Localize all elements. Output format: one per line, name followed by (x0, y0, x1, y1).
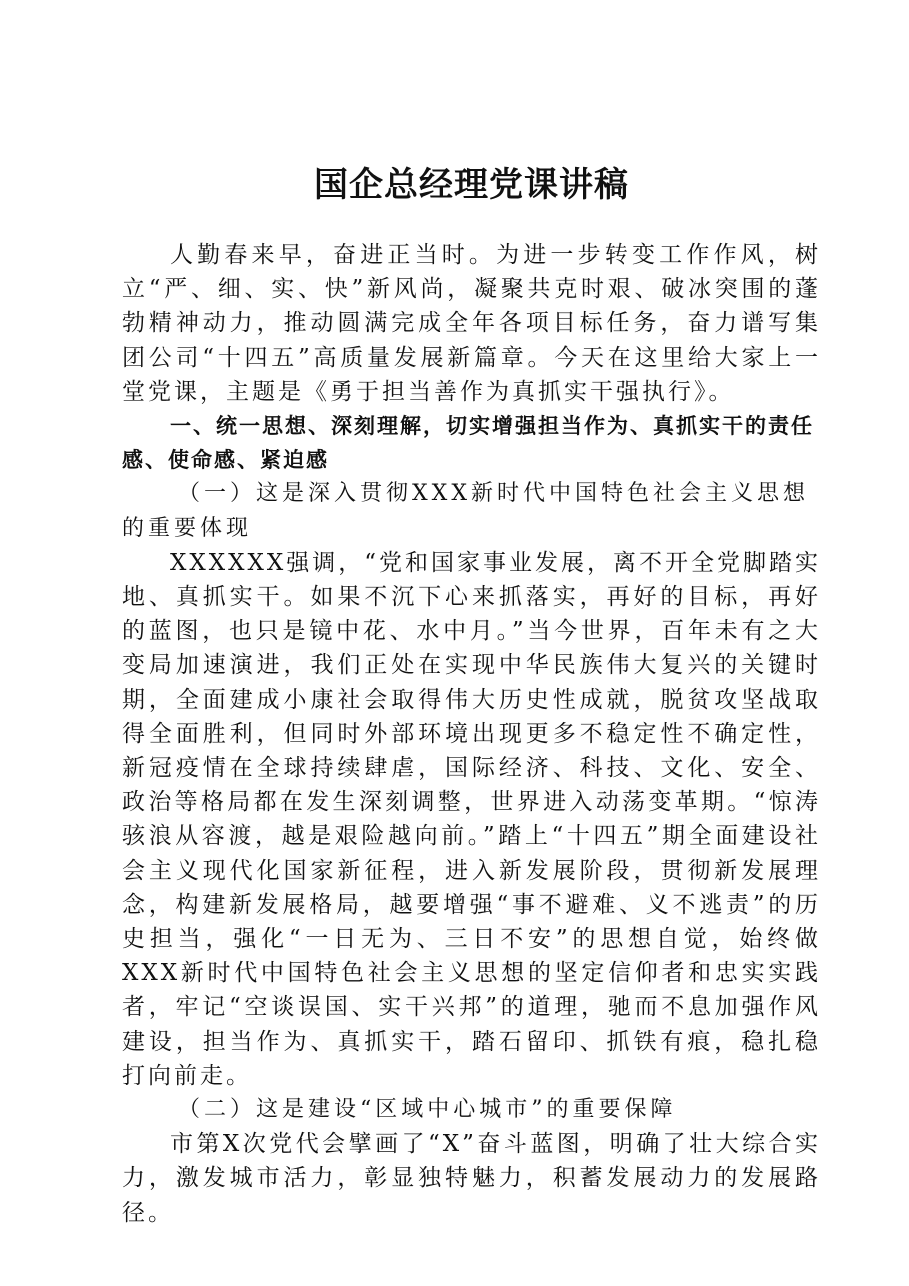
subsection-heading-1: （一）这是深入贯彻XXX新时代中国特色社会主义思想的重要体现 (122, 481, 809, 541)
intro-paragraph: 人勤春来早，奋进正当时。为进一步转变工作作风，树立“严、细、实、快”新风尚，凝聚共克时艰、破冰突围的蓬勃精神动力，推动圆满完成全年各项目标任务，奋力谱写集团公司“十四五”高质量发展新篇章。今天在这里给大家上一堂党课，主题是《勇于担当善作为真抓实干强执行》。 (122, 242, 821, 405)
document-title: 国企总经理党课讲稿 (314, 165, 629, 205)
subsection-body-2: 市第X次党代会擘画了“X”奋斗蓝图，明确了壮大综合实力，激发城市活力，彰显独特魅力，积蓄发展动力的发展路径。 (122, 1131, 821, 1226)
subsection-heading-2: （二）这是建设“区域中心城市”的重要保障 (178, 1097, 677, 1123)
subsection-body-1: XXXXXX强调，“党和国家事业发展，离不开全党脚踏实地、真抓实干。如果不沉下心来抓落实，再好的目标，再好的蓝图，也只是镜中花、水中月。”当今世界，百年未有之大变局加速演进，我们正处在实现中华民族伟大复兴的关键时期，全面建成小康社会取得伟大历史性成就，脱贫攻坚战取得全面胜利，但同时外部环境出现更多不稳定性不确定性，新冠疫情在全球持续肆虐，国际经济、科技、文化、安全、政治等格局都在发生深刻调整，世界进入动荡变革期。“惊涛骇浪从容渡，越是艰险越向前。”踏上“十四五”期全面建设社会主义现代化国家新征程，进入新发展阶段，贯彻新发展理念，构建新发展格局，越要增强“事不避难、义不逃责”的历史担当，强化“一日无为、三日不安”的思想自觉，始终做XXX新时代中国特色社会主义思想的坚定信仰者和忠实实践者，牢记“空谈误国、实干兴邦”的道理，驰而不息加强作风建设，担当作为、真抓实干，踏石留印、抓铁有痕，稳扎稳打向前走。 (122, 549, 822, 1089)
section-heading-1: 一、统一思想、深刻理解，切实增强担当作为、真抓实干的责任感、使命感、紧迫感 (122, 414, 814, 473)
